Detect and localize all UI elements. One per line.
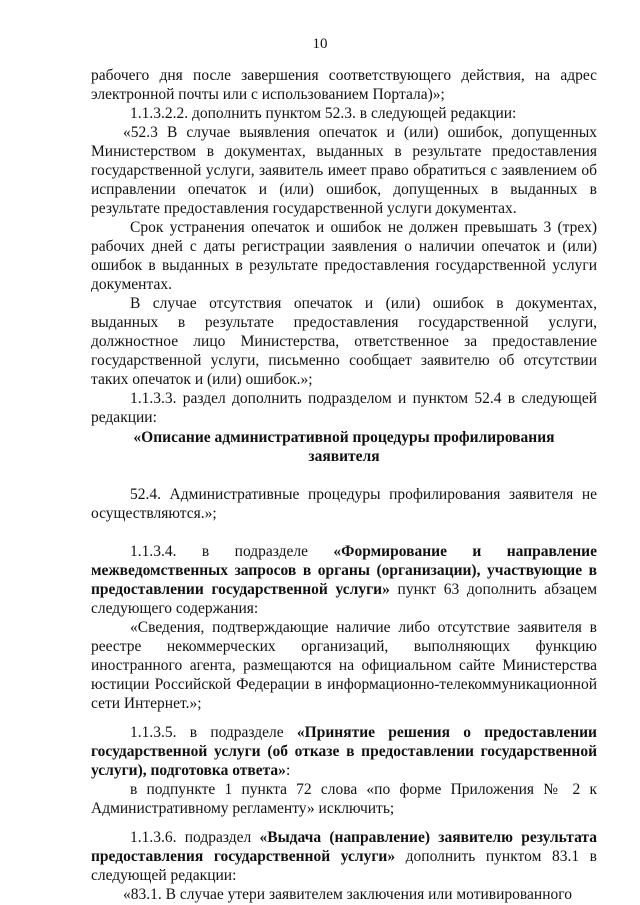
section-heading: «Описание административной процедуры профилирования заявителя xyxy=(133,429,555,465)
paragraph-tail: дополнить пунктом 83.1 в следующей редакции: xyxy=(91,848,597,884)
paragraph: 1.1.3.3. раздел дополнить подразделом и пунктом 52.4 в следующей редакции: xyxy=(91,390,597,426)
subsection-title: «Выдача (направление) заявителю результата предоставления государственной услуги» xyxy=(91,829,597,865)
paragraph: «52.3 В случае выявления опечаток и (или) ошибок, допущенных Министерством в документах, выданных в результате предоставления государственной услуги, заявитель имеет право обратиться с заявлением об исправлении опечаток и (или) ошибок, допущенных в выданных в результате предоставления государственной услуги документах. xyxy=(91,124,597,217)
paragraph xyxy=(91,828,597,885)
subsection-title: «Формирование и направление межведомственных запросов в органы (организации), участвующие в предоставлении государственной услуги» xyxy=(91,543,597,598)
paragraph: 52.4. Административные процедуры профилирования заявителя не осуществляются.»; xyxy=(91,486,597,522)
paragraph-lead: 1.1.3.6. подраздел xyxy=(130,829,260,846)
paragraph: «83.1. В случае утери заявителем заключения или мотивированного xyxy=(123,886,572,903)
paragraph xyxy=(91,723,597,780)
paragraph: «Сведения, подтверждающие наличие либо отсутствие заявителя в реестре некоммерческих организаций, выполняющих функцию иностранного агента, размещаются на официальном сайте Министерства юстиции Российской Федерации в информационно-телекоммуникационной сети Интернет.»; xyxy=(91,619,597,712)
paragraph xyxy=(91,542,597,618)
paragraph: 1.1.3.2.2. дополнить пунктом 52.3. в следующей редакции: xyxy=(130,105,517,122)
document-body xyxy=(91,66,597,904)
paragraph-tail: : xyxy=(285,762,291,779)
subsection-title: «Принятие решения о предоставлении государственной услуги (об отказе в предоставлении государственной услуги), подготовка ответа» xyxy=(91,724,597,779)
paragraph: В случае отсутствия опечаток и (или) ошибок в документах, выданных в результате предоставления государственной услуги, должностное лицо Министерства, ответственное за предоставление государственной услуги, письменно сообщает заявителю об отсутствии таких опечаток и (или) ошибок.»; xyxy=(91,295,597,388)
page-number: 10 xyxy=(312,36,328,52)
paragraph: рабочего дня после завершения соответствующего действия, на адрес электронной почты или с использованием Портала)»; xyxy=(91,67,597,103)
paragraph-tail: пункт 63 дополнить абзацем следующего содержания: xyxy=(91,581,597,617)
paragraph: Срок устранения опечаток и ошибок не должен превышать 3 (трех) рабочих дней с даты регистрации заявления о наличии опечаток и (или) ошибок в выданных в результате предоставления государственной услуги документах. xyxy=(91,219,597,293)
paragraph-lead: 1.1.3.4. в подразделе xyxy=(130,543,308,560)
paragraph: в подпункте 1 пункта 72 слова «по форме Приложения № 2 к Административному регламенту» исключить; xyxy=(91,781,597,817)
paragraph-lead: 1.1.3.5. в подразделе xyxy=(130,724,297,741)
